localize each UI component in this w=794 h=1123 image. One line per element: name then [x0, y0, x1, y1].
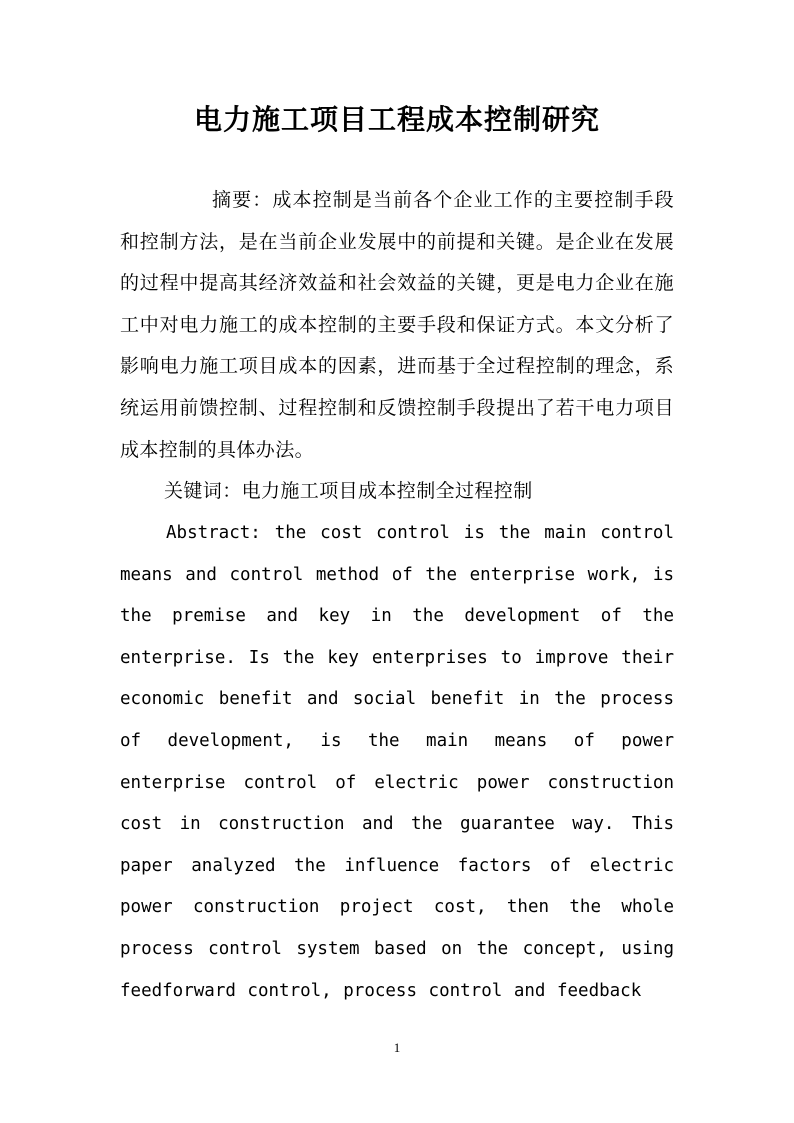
english-abstract: Abstract: the cost control is the main control means and control method of the enterprise work, is the premise and key in the development of the enterprise. Is the key enterprises to improve their economic benefit and social benefit in the process of development, is the main means of power enterprise control of electric power construction cost in construction and the guarantee way. This paper analyzed the influence factors of electric power construction project cost, then the whole process control system based on the concept, using feedforward control, process control and feedback — [120, 523, 674, 1001]
document-title: 电力施工项目工程成本控制研究 — [193, 103, 600, 136]
page-number: 1 — [393, 1040, 401, 1055]
chinese-abstract: 摘要：成本控制是当前各个企业工作的主要控制手段和控制方法，是在当前企业发展中的前提和关键。是企业在发展的过程中提高其经济效益和社会效益的关键，更是电力企业在施工中对电力施工的成本控制的主要手段和保证方式。本文分析了影响电力施工项目成本的因素，进而基于全过程控制的理念，系统运用前馈控制、过程控制和反馈控制手段提出了若干电力项目成本控制的具体办法。 — [120, 189, 674, 461]
keywords: 关键词：电力施工项目成本控制全过程控制 — [164, 480, 533, 502]
